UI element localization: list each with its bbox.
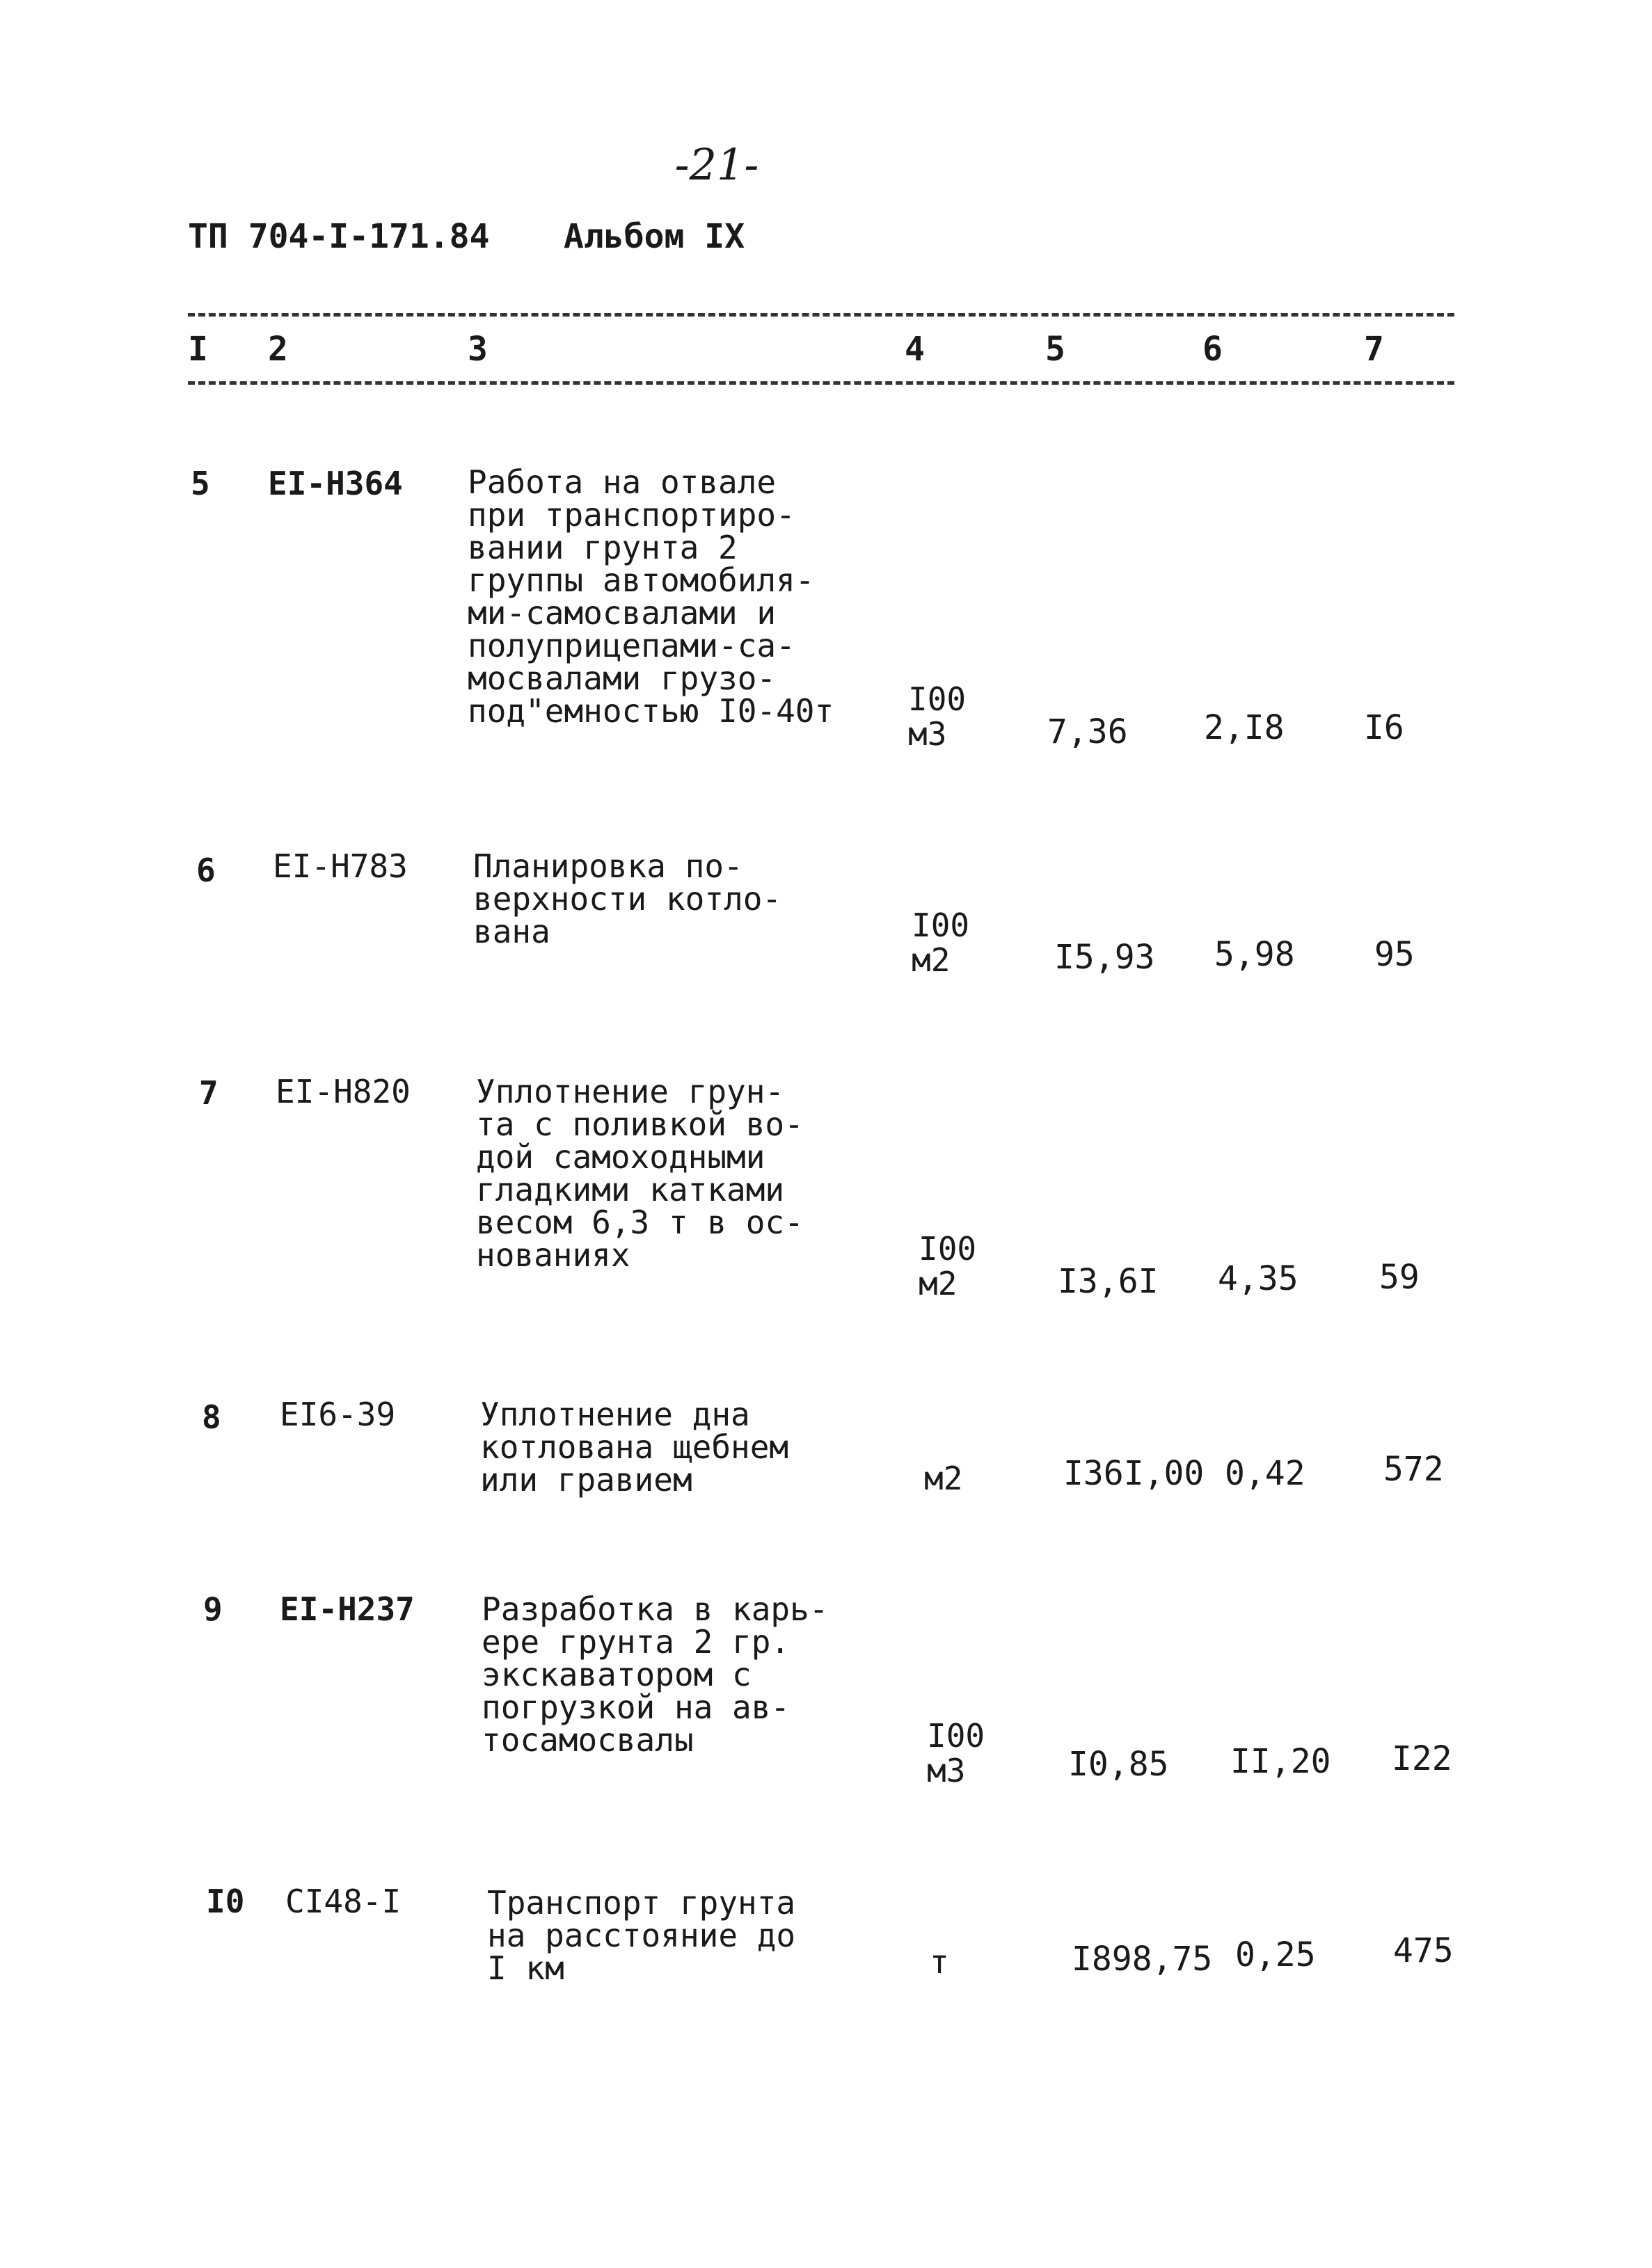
row-number: 5 (191, 465, 210, 502)
work-description: Уплотнение грун- та с поливкой во- дой самоходными гладкими катками весом 6,3 т в ос- нованиях (476, 1073, 804, 1274)
total: 475 (1393, 1931, 1454, 1970)
price: 5,98 (1214, 935, 1295, 974)
work-description: Работа на отвале при транспортиро- вании грунта 2 группы автомобиля- ми-самосвалами и полуприцепами-са- мосвалами грузо- под"емностью I0-40т (468, 463, 834, 730)
price: II,20 (1230, 1742, 1331, 1781)
work-description: Уплотнение дна котлована щебнем или гравием (480, 1396, 789, 1499)
column-header-4: 4 (905, 330, 925, 369)
row-number: 8 (202, 1398, 221, 1436)
column-header-6: 6 (1202, 330, 1223, 369)
quantity: I3,6I (1058, 1262, 1159, 1301)
column-header-3: 3 (468, 330, 488, 369)
norm-code: EI-H820 (276, 1073, 411, 1110)
row-number: I0 (206, 1883, 245, 1920)
column-header-1: I (188, 330, 208, 369)
norm-code: EI-H364 (268, 465, 403, 502)
unit: м2 (924, 1460, 963, 1497)
total: I22 (1392, 1739, 1452, 1778)
total: 572 (1383, 1450, 1444, 1489)
unit: I00 м3 (927, 1717, 985, 1789)
column-header-2: 2 (268, 330, 288, 369)
total: 95 (1374, 935, 1415, 974)
row-number: 9 (203, 1590, 223, 1628)
row-number: 6 (196, 852, 216, 889)
work-description: Транспорт грунта на расстояние до I км (487, 1884, 796, 1987)
page-number: -21- (674, 139, 759, 190)
unit: I00 м3 (908, 680, 967, 753)
quantity: I0,85 (1068, 1745, 1169, 1784)
total: 59 (1379, 1258, 1420, 1297)
table-header-rule (188, 381, 1454, 385)
album-label: Альбом IX (564, 217, 745, 256)
quantity: I898,75 (1072, 1940, 1213, 1979)
norm-code: EI6-39 (280, 1396, 396, 1433)
work-description: Планировка по- верхности котло- вана (473, 847, 782, 950)
table-top-rule (188, 313, 1454, 317)
price: 0,42 (1225, 1454, 1305, 1493)
unit: I00 м2 (919, 1230, 977, 1302)
total: I6 (1364, 708, 1404, 747)
norm-code: EI-H237 (280, 1590, 415, 1628)
column-header-5: 5 (1045, 330, 1065, 369)
document-code: ТП 704-I-171.84 (188, 217, 490, 256)
column-header-7: 7 (1364, 330, 1384, 369)
work-description: Разработка в карь- ере грунта 2 гр. экскаватором с погрузкой на ав- тосамосвалы (482, 1590, 829, 1759)
row-number: 7 (199, 1074, 219, 1112)
price: 2,I8 (1204, 708, 1285, 747)
norm-code: CI48-I (285, 1883, 402, 1920)
quantity: 7,36 (1047, 712, 1128, 751)
price: 4,35 (1218, 1259, 1298, 1298)
unit: т (930, 1943, 949, 1981)
price: 0,25 (1235, 1935, 1316, 1974)
norm-code: EI-H783 (273, 847, 408, 885)
quantity: I36I,00 (1063, 1454, 1205, 1493)
quantity: I5,93 (1054, 938, 1155, 977)
unit: I00 м2 (912, 907, 970, 979)
